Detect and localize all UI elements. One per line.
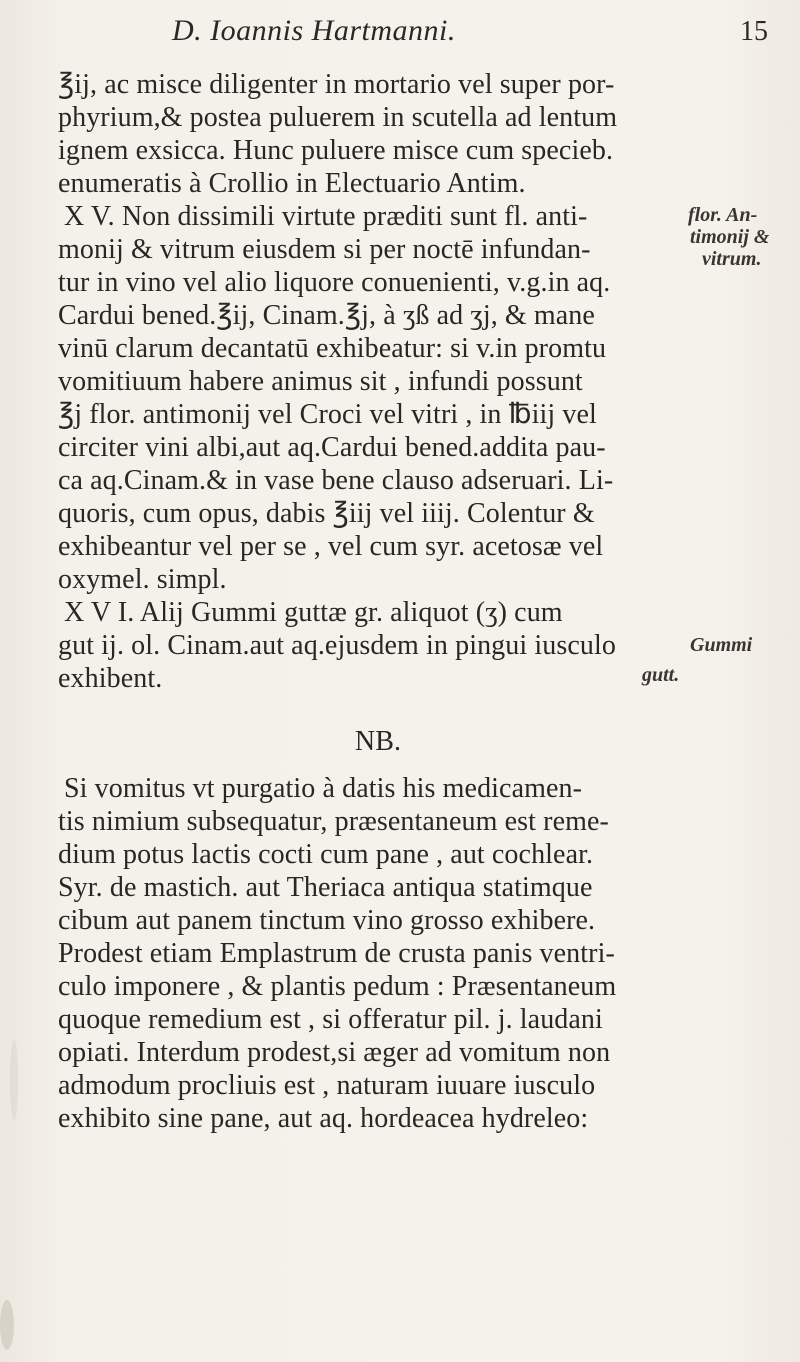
- text-line: exhibeantur vel per se , vel cum syr. acetosæ vel: [58, 531, 604, 562]
- text-line: vomitiuum habere animus sit , infundi possunt: [58, 366, 583, 397]
- text-line: ℥j flor. antimonij vel Croci vel vitri , in ℔iij vel: [58, 399, 597, 430]
- text-line: phyrium,& postea puluerem in scutella ad lentum: [58, 102, 618, 133]
- page-stain: [10, 1040, 18, 1120]
- margin-note-timonij: timonij &: [690, 226, 770, 248]
- nb-heading: NB.: [354, 726, 402, 757]
- text-line: admodum procliuis est , naturam iuuare iusculo: [58, 1070, 596, 1101]
- text-line: monij & vitrum eiusdem si per noctē infundan-: [58, 234, 591, 265]
- text-line: dium potus lactis cocti cum pane , aut cochlear.: [58, 839, 594, 870]
- margin-note-gummi: Gummi: [690, 634, 753, 656]
- page-number: 15: [740, 16, 768, 47]
- margin-note-gutt: gutt.: [642, 664, 680, 686]
- text-line: exhibent.: [58, 663, 163, 694]
- margin-note-vitrum: vitrum.: [702, 248, 762, 270]
- text-line: gut ij. ol. Cinam.aut aq.ejusdem in pingui iusculo: [58, 630, 616, 661]
- text-line: enumeratis à Crollio in Electuario Antim.: [58, 168, 526, 199]
- text-line: Cardui bened.℥ij, Cinam.℥j, à ʒß ad ʒj, & mane: [58, 300, 595, 331]
- text-line: vinū clarum decantatū exhibeatur: si v.in promtu: [58, 333, 607, 364]
- text-line: opiati. Interdum prodest,si æger ad vomitum non: [58, 1037, 611, 1068]
- text-line: Prodest etiam Emplastrum de crusta panis ventri-: [58, 938, 615, 969]
- text-line: tur in vino vel alio liquore conuenienti, v.g.in aq.: [58, 267, 611, 298]
- spacer: [58, 758, 698, 772]
- text-line: quoque remedium est , si offeratur pil. j. laudani: [58, 1004, 603, 1035]
- text-line: ignem exsicca. Hunc puluere misce cum specieb.: [58, 135, 614, 166]
- text-line: exhibito sine pane, aut aq. hordeacea hydreleo:: [58, 1103, 589, 1134]
- main-text-block: [58, 68, 698, 1135]
- text-line: Si vomitus vt purgatio à datis his medicamen-: [64, 773, 583, 804]
- text-line: oxymel. simpl.: [58, 564, 227, 595]
- text-line: culo imponere , & plantis pedum : Præsentaneum: [58, 971, 617, 1002]
- text-line: tis nimium subsequatur, præsentaneum est reme-: [58, 806, 609, 837]
- spacer: [58, 695, 698, 725]
- text-line: cibum aut panem tinctum vino grosso exhibere.: [58, 905, 596, 936]
- text-line: ℥ij, ac misce diligenter in mortario vel super por-: [58, 69, 615, 100]
- text-line: circiter vini albi,aut aq.Cardui bened.addita pau-: [58, 432, 606, 463]
- text-line: ca aq.Cinam.& in vase bene clauso adseruari. Li-: [58, 465, 614, 496]
- text-line: quoris, cum opus, dabis ℥iij vel iiij. Colentur &: [58, 498, 595, 529]
- text-line: X V. Non dissimili virtute præditi sunt fl. anti-: [64, 201, 588, 232]
- margin-note-flor: flor. An-: [688, 204, 758, 226]
- page-stain: [0, 1300, 14, 1350]
- running-title: D. Ioannis Hartmanni.: [172, 14, 456, 47]
- text-line: Syr. de mastich. aut Theriaca antiqua statimque: [58, 872, 593, 903]
- text-line: X V I. Alij Gummi guttæ gr. aliquot (ʒ) cum: [64, 597, 563, 628]
- page-header: [0, 8, 800, 58]
